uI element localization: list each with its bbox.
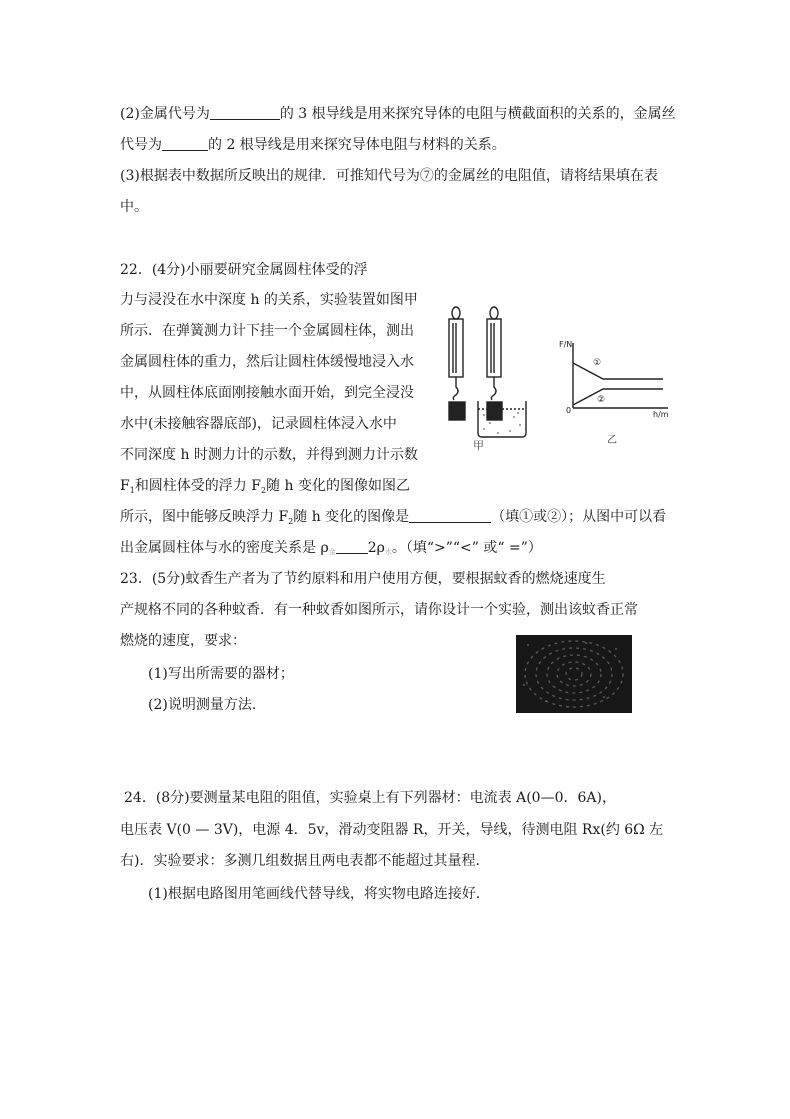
q22-text: F bbox=[120, 478, 130, 494]
spring-scale-right bbox=[487, 307, 501, 400]
x-axis-label: h/m bbox=[653, 410, 669, 419]
q21-text: (2)金属代号为 bbox=[120, 106, 210, 122]
curve-1-label: ① bbox=[593, 358, 602, 368]
q22-line-5: 中，从圆柱体底面刚接触水面开始，到完全浸没 bbox=[120, 385, 414, 401]
subscript: 2 bbox=[288, 517, 294, 526]
q22-line-9 bbox=[120, 507, 666, 532]
q21-line-2 bbox=[120, 135, 506, 155]
q23-line-4: (1)写出所需要的器材； bbox=[148, 666, 294, 682]
figure-force-depth-graph bbox=[553, 335, 673, 450]
subscript: 水 bbox=[384, 548, 392, 556]
q21-line-3: (3)根据表中数据所反映出的规律．可推知代号为⑦的金属丝的电阻值，请将结果填在表 bbox=[120, 168, 658, 184]
origin-label: 0 bbox=[566, 406, 572, 415]
q21-text: 代号为 bbox=[120, 137, 162, 153]
q24-line-3: 右)．实验要求：多测几组数据且两电表都不能超过其量程． bbox=[120, 853, 490, 869]
subscript: 1 bbox=[129, 486, 135, 495]
q24-line-4: (1)根据电路图用笔画线代替导线，将实物电路连接好． bbox=[148, 886, 490, 902]
figure-jia-caption: 甲 bbox=[473, 439, 484, 452]
q23-line-3: 燃烧的速度，要求： bbox=[120, 633, 246, 649]
answer-blank[interactable] bbox=[336, 539, 368, 554]
q22-text: 随 h 变化的图像是 bbox=[293, 509, 410, 525]
q22-text: 出金属圆柱体与水的密度关系是 ρ bbox=[120, 540, 329, 556]
q24-line-1: 24．(8分)要测量某电阻的阻值，实验桌上有下列器材：电流表 A(0—0．6A)， bbox=[124, 790, 616, 806]
q22-text: 。（填“>”“<” 或“ =”） bbox=[391, 540, 542, 556]
y-axis-label: F/N bbox=[559, 340, 573, 349]
q24-line-2: 电压表 V(0 — 3V)，电源 4．5v，滑动变阻器 R，开关，导线，待测电阻 Rx(约 6Ω 左 bbox=[120, 822, 664, 838]
q22-line-8 bbox=[120, 476, 410, 501]
subscript: 金 bbox=[328, 548, 336, 556]
q23-line-1: 23．(5分)蚊香生产者为了节约原料和用户使用方便，要根据蚊香的燃烧速度生 bbox=[120, 571, 606, 587]
q22-text: 2ρ bbox=[367, 540, 385, 556]
q22-line-1: 22．(4分)小丽要研究金属圆柱体受的浮 bbox=[120, 262, 368, 278]
q22-line-6: 水中(未接触容器底部)，记录圆柱体浸入水中 bbox=[120, 416, 397, 432]
answer-blank[interactable] bbox=[162, 136, 208, 151]
water-beaker bbox=[478, 401, 526, 437]
curve-2-label: ② bbox=[597, 395, 606, 405]
q21-line-4: 中。 bbox=[120, 199, 148, 215]
subscript: 2 bbox=[260, 486, 267, 495]
q22-text: 和圆柱体受的浮力 F bbox=[134, 478, 261, 494]
curve-1 bbox=[573, 363, 663, 379]
q22-line-10 bbox=[120, 538, 542, 562]
q21-line-1 bbox=[120, 104, 676, 124]
q22-line-3: 所示．在弹簧测力计下挂一个金属圆柱体，测出 bbox=[120, 323, 414, 339]
answer-blank[interactable] bbox=[409, 508, 491, 523]
answer-blank[interactable] bbox=[210, 105, 280, 120]
q23-line-5: (2)说明测量方法． bbox=[148, 697, 266, 713]
mosquito-coil-photo bbox=[516, 635, 632, 713]
q22-text: 所示，图中能够反映浮力 F bbox=[120, 509, 289, 525]
q21-text: 的 2 根导线是用来探究导体电阻与材料的关系。 bbox=[208, 137, 506, 153]
graph-caption: 乙 bbox=[607, 435, 617, 446]
q22-line-4: 金属圆柱体的重力，然后让圆柱体缓慢地浸入水 bbox=[120, 354, 414, 370]
q22-text: （填①或②）；从图中可以看 bbox=[491, 509, 667, 525]
spring-scale-left bbox=[449, 307, 465, 420]
q21-text: 的 3 根导线是用来探究导体的电阻与横截面积的关系的，金属丝 bbox=[279, 106, 676, 122]
curve-2 bbox=[573, 389, 663, 405]
q22-line-2: 力与浸没在水中深度 h 的关系，实验装置如图甲 bbox=[120, 292, 418, 308]
q22-line-7: 不同深度 h 时测力计的示数，并得到测力计示数 bbox=[120, 447, 418, 463]
q22-text: 随 h 变化的图像如图乙 bbox=[266, 478, 410, 494]
q23-line-2: 产规格不同的各种蚊香．有一种蚊香如图所示，请你设计一个实验，测出该蚊香正常 bbox=[120, 602, 638, 618]
figure-spring-scales bbox=[440, 305, 540, 455]
